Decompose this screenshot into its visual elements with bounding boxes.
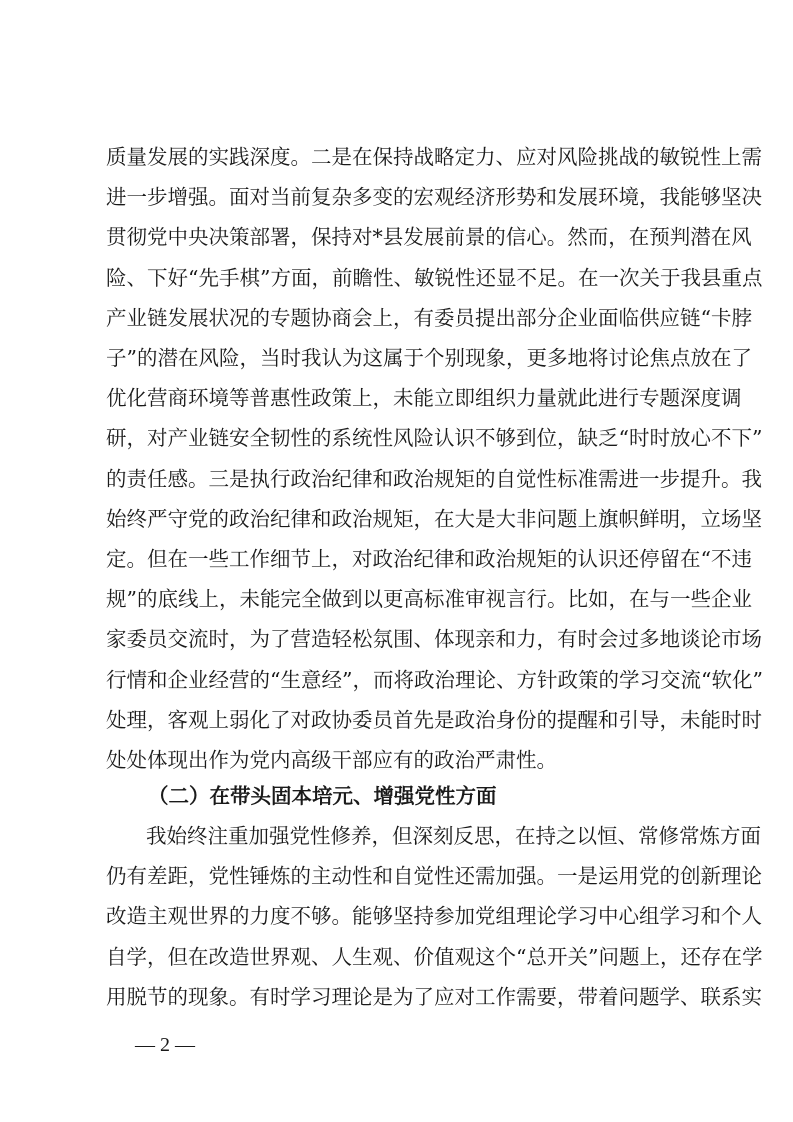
text-line: 处理，客观上弱化了对政协委员首先是政治身份的提醒和引导，未能时时 [106,707,762,732]
text-line: 险、下好“先手棋”方面，前瞻性、敏锐性还显不足。在一次关于我县重点 [106,265,763,290]
text-line: 仍有差距，党性锤炼的主动性和自觉性还需加强。一是运用党的创新理论 [106,864,762,889]
text-line: 规”的底线上，未能完全做到以更高标准审视言行。比如，在与一些企业 [106,587,752,612]
text-line: 进一步增强。面对当前复杂多变的宏观经济形势和发展环境，我能够坚决 [106,185,762,210]
text-line: 始终严守党的政治纪律和政治规矩，在大是大非问题上旗帜鲜明，立场坚 [106,506,762,531]
text-line: 定。但在一些工作细节上，对政治纪律和政治规矩的认识还停留在“不违 [106,547,752,571]
text-line: 处处体现出作为党内高级干部应有的政治严肃性。 [106,748,557,772]
text-line: 产业链发展状况的专题协商会上，有委员提出部分企业面临供应链“卡脖 [106,305,752,330]
text-line: 的责任感。三是执行政治纪律和政治规矩的自觉性标准需进一步提升。我 [106,466,762,491]
text-line: 研，对产业链安全韧性的系统性风险认识不够到位，缺乏“时时放心不下” [106,426,763,451]
section-heading: （二）在带头固本培元、增强党性方面 [148,784,497,808]
text-line: 改造主观世界的力度不够。能够坚持参加党组理论学习中心组学习和个人 [106,904,762,929]
text-line: 我始终注重加强党性修养，但深刻反思，在持之以恒、常修常炼方面 [146,824,761,848]
text-line: 家委员交流时，为了营造轻松氛围、体现亲和力，有时会过多地谈论市场 [106,627,762,652]
page-number: — 2 — [135,1034,195,1056]
text-line: 用脱节的现象。有时学习理论是为了应对工作需要，带着问题学、联系实 [106,984,762,1009]
text-line: 自学，但在改造世界观、人生观、价值观这个“总开关”问题上，还存在学 [106,944,763,969]
text-line: 优化营商环境等普惠性政策上，未能立即组织力量就此进行专题深度调 [106,386,742,411]
text-line: 子”的潜在风险，当时我认为这属于个别现象，更多地将讨论焦点放在了 [106,346,752,370]
text-line: 行情和企业经营的“生意经”，而将政治理论、方针政策的学习交流“软化” [106,667,763,692]
text-line: 贯彻党中央决策部署，保持对*县发展前景的信心。然而，在预判潜在风 [106,225,752,250]
text-line: 质量发展的实践深度。二是在保持战略定力、应对风险挑战的敏锐性上需 [106,145,762,169]
